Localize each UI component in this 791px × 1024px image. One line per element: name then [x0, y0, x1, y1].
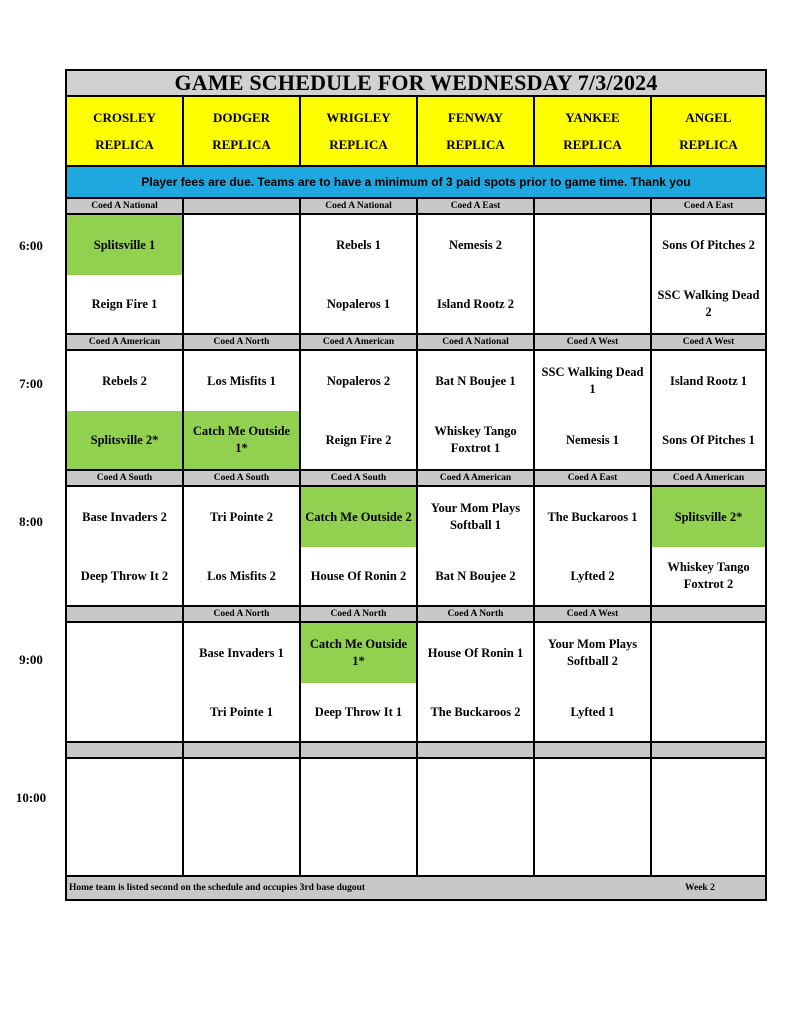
time-label-600: 6:00 — [19, 238, 43, 253]
team-cell: Whiskey Tango Foxtrot 1 — [418, 411, 535, 469]
division-label: Coed A North — [184, 607, 301, 621]
division-label: Coed A National — [301, 199, 418, 213]
team-cell: Nopaleros 1 — [301, 275, 418, 333]
division-label: Coed A East — [535, 471, 652, 485]
team-cell: Deep Throw It 1 — [301, 683, 418, 741]
team-cell: Island Rootz 1 — [669, 373, 748, 388]
division-label: Coed A North — [301, 607, 418, 621]
field-name: YANKEE — [565, 110, 620, 125]
team-cell: Splitsville 2* — [67, 411, 184, 469]
division-label: Coed A North — [184, 335, 301, 349]
team-cell: Bat N Boujee 1 — [418, 351, 535, 411]
team-cell: Island Rootz 2 — [418, 275, 535, 333]
team-cell: Your Mom Plays Softball 2 — [535, 623, 652, 683]
division-label: Coed A South — [67, 471, 184, 485]
team-cell: Catch Me Outside 2 — [301, 487, 418, 547]
team-cell: Splitsville 1 — [67, 215, 184, 275]
team-cell: Base Invaders 2 — [67, 487, 184, 547]
division-label — [535, 743, 652, 757]
time-label-800: 8:00 — [19, 514, 43, 529]
week-label: Week 2 — [685, 883, 715, 893]
division-label: Coed A American — [672, 473, 745, 483]
division-label — [418, 743, 535, 757]
field-sub: REPLICA — [212, 137, 271, 152]
team-cell: Nopaleros 2 — [301, 351, 418, 411]
team-cell: Nemesis 1 — [535, 411, 652, 469]
team-cell: Reign Fire 2 — [301, 411, 418, 469]
team-cell: Rebels 2 — [67, 351, 184, 411]
field-header-fenway — [418, 97, 535, 165]
team-cell — [67, 759, 184, 875]
time-label-700: 7:00 — [19, 376, 43, 391]
team-cell: Los Misfits 2 — [184, 547, 301, 605]
team-cell — [67, 623, 184, 683]
team-cell: Bat N Boujee 2 — [418, 547, 535, 605]
game-row-800-home — [67, 547, 765, 607]
division-label — [652, 743, 765, 757]
team-cell — [535, 759, 652, 875]
division-label: Coed A North — [418, 607, 535, 621]
team-cell: House Of Ronin 2 — [301, 547, 418, 605]
team-cell: Lyfted 1 — [535, 683, 652, 741]
division-row-700 — [67, 335, 765, 351]
game-row-900-home — [67, 683, 765, 743]
team-cell — [652, 759, 765, 875]
game-row-800-away — [67, 487, 765, 547]
game-row-1000 — [67, 759, 765, 877]
game-row-700-away — [67, 351, 765, 411]
team-cell: Lyfted 2 — [535, 547, 652, 605]
division-label: Coed A West — [535, 607, 652, 621]
team-cell: Reign Fire 1 — [67, 275, 184, 333]
game-row-600-away — [67, 215, 765, 275]
field-header-row — [67, 97, 765, 167]
field-header-wrigley — [301, 97, 418, 165]
team-cell — [184, 759, 301, 875]
division-label — [652, 607, 765, 621]
division-label: Coed A West — [535, 335, 652, 349]
division-label — [184, 199, 301, 213]
team-cell: Rebels 1 — [301, 215, 418, 275]
team-cell: Sons Of Pitches 1 — [662, 432, 755, 447]
team-cell — [301, 759, 418, 875]
division-label — [535, 199, 652, 213]
home-team-note: Home team is listed second on the schedule and occupies 3rd base dugout — [69, 883, 366, 893]
team-cell: Whiskey Tango Foxtrot 2 — [667, 560, 750, 591]
team-cell: Catch Me Outside 1* — [184, 411, 301, 469]
field-name: FENWAY — [447, 110, 504, 125]
division-label: Coed A American — [418, 471, 535, 485]
team-cell — [652, 623, 765, 683]
team-cell: The Buckaroos 1 — [535, 487, 652, 547]
division-label: Coed A National — [418, 335, 535, 349]
team-cell: Splitsville 2* — [652, 487, 765, 547]
team-cell: Your Mom Plays Softball 1 — [418, 487, 535, 547]
field-header-dodger — [184, 97, 301, 165]
time-label-1000: 10:00 — [15, 790, 47, 805]
division-label — [301, 743, 418, 757]
division-label: Coed A East — [683, 201, 734, 211]
team-cell — [184, 215, 301, 275]
team-cell — [184, 275, 301, 333]
field-sub: REPLICA — [329, 137, 388, 152]
division-label: Coed A West — [682, 337, 735, 347]
time-label-900: 9:00 — [19, 652, 43, 667]
team-cell: Los Misfits 1 — [184, 351, 301, 411]
division-label — [184, 743, 301, 757]
game-row-600-home — [67, 275, 765, 335]
field-header-crosley — [67, 97, 184, 165]
team-cell: Catch Me Outside 1* — [301, 623, 418, 683]
schedule-title: GAME SCHEDULE FOR WEDNESDAY 7/3/2024 — [67, 71, 765, 97]
team-cell: Tri Pointe 1 — [184, 683, 301, 741]
division-row-800 — [67, 471, 765, 487]
team-cell: House Of Ronin 1 — [418, 623, 535, 683]
field-name: CROSLEY — [93, 110, 156, 125]
game-row-900-away — [67, 623, 765, 683]
field-name: WRIGLEY — [326, 110, 391, 125]
team-cell — [418, 759, 535, 875]
game-row-700-home — [67, 411, 765, 471]
division-row-600 — [67, 199, 765, 215]
team-cell — [652, 683, 765, 741]
team-cell: Tri Pointe 2 — [184, 487, 301, 547]
team-cell — [535, 215, 652, 275]
division-label: Coed A South — [301, 471, 418, 485]
field-name: DODGER — [212, 110, 271, 125]
division-row-1000 — [67, 743, 765, 759]
division-label: Coed A American — [301, 335, 418, 349]
fees-notice: Player fees are due. Teams are to have a minimum of 3 paid spots prior to game time. Thank you — [67, 167, 765, 199]
team-cell: Sons Of Pitches 2 — [662, 237, 755, 252]
division-label: Coed A East — [418, 199, 535, 213]
division-label — [67, 743, 184, 757]
field-sub: REPLICA — [679, 137, 738, 152]
division-label: Coed A South — [184, 471, 301, 485]
field-header-yankee — [535, 97, 652, 165]
field-name: ANGEL — [685, 110, 732, 125]
team-cell: Base Invaders 1 — [184, 623, 301, 683]
field-sub: REPLICA — [95, 137, 154, 152]
team-cell: Nemesis 2 — [418, 215, 535, 275]
team-cell — [67, 683, 184, 741]
division-label: Coed A National — [67, 199, 184, 213]
field-header-angel — [652, 97, 765, 165]
schedule-footer — [67, 877, 765, 899]
team-cell — [535, 275, 652, 333]
field-sub: REPLICA — [563, 137, 622, 152]
team-cell: SSC Walking Dead 1 — [535, 351, 652, 411]
team-cell: Deep Throw It 2 — [67, 547, 184, 605]
division-label — [67, 607, 184, 621]
division-label: Coed A American — [67, 335, 184, 349]
field-sub: REPLICA — [446, 137, 505, 152]
team-cell: SSC Walking Dead 2 — [657, 288, 760, 319]
team-cell: The Buckaroos 2 — [418, 683, 535, 741]
division-row-900 — [67, 607, 765, 623]
schedule-sheet — [65, 69, 767, 901]
